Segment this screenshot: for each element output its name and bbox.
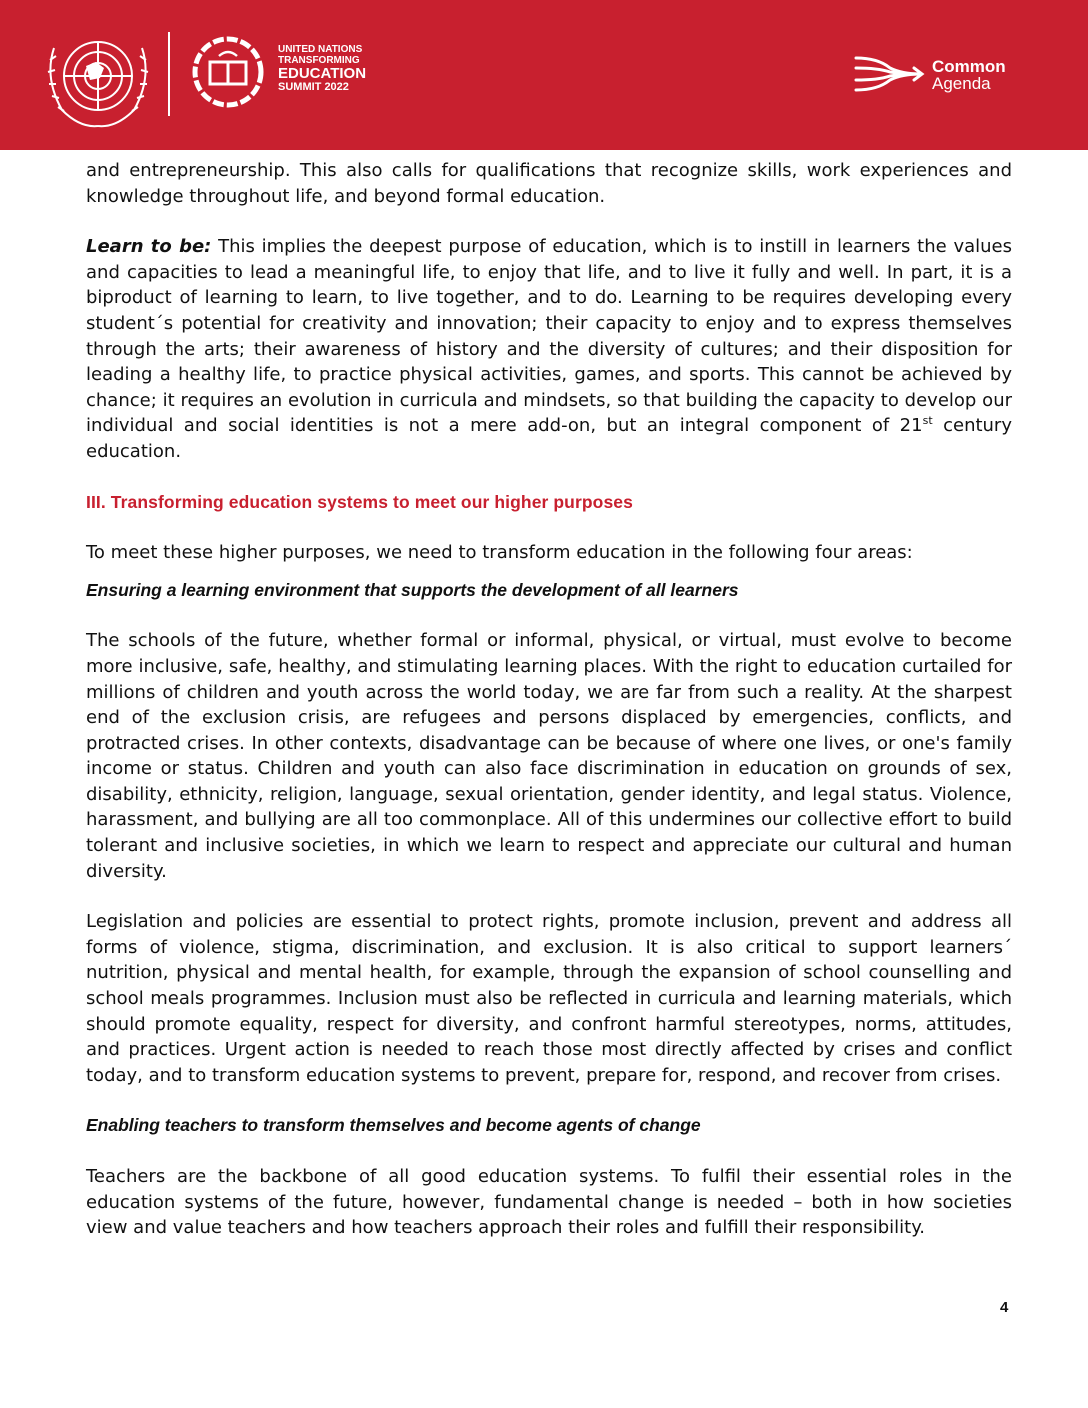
paragraph-lead: Learn to be: — [86, 236, 212, 258]
summit-logo-icon — [188, 32, 268, 112]
paragraph-1: and entrepreneurship. This also calls for qualifications that recognize skills, work experiences and knowledge throughout life, and beyond formal education. — [86, 160, 1012, 207]
document-body — [86, 158, 1012, 1241]
paragraph-5: Legislation and policies are essential to protect rights, promote inclusion, prevent and address all forms of violence, stigma, discrimination, and exclusion. It is also critical to support learners´ nutrition, physical and mental health, for example, through the expansion of school counselling and school meals programmes. Inclusion must also be reflected in curricula and learning materials, which should promote equality, respect for diversity, and confront harmful stereotypes, norms, attitudes, and practices. Urgent action is needed to reach those most directly affected by crises and conflict today, and to transform education systems to prevent, prepare for, respond, and recover from crises. — [86, 911, 1012, 1086]
paragraph-6: Teachers are the backbone of all good education systems. To fulfil their essential roles in the education systems of the future, however, fundamental change is needed – both in how societies view and value teachers and how teachers approach their roles and fulfill their responsibility. — [86, 1166, 1012, 1239]
page-header — [0, 0, 1088, 150]
page-number: 4 — [1000, 1299, 1009, 1316]
logo-line-2: TRANSFORMING — [278, 55, 360, 66]
paragraph-3: To meet these higher purposes, we need to transform education in the following four areas: — [86, 542, 913, 564]
common-agenda-wordmark — [932, 58, 1006, 92]
common-agenda-line-2: Agenda — [932, 74, 991, 93]
paragraph-2-end: century education. — [86, 415, 1012, 462]
paragraph-2-text: This implies the deepest purpose of education, which is to instill in learners the values and capacities to lead a meaningful life, to enjoy that life, and to live it fully and well. In part, it is a biproduct of learning to learn, to live together, and to do. Learning to be requires developing every student´s potential for creativity and innovation; their capacity to enjoy and to express themselves through the arts; their awareness of history and the diversity of cultures; and their disposition for leading a healthy life, to practice physical activities, games, and sports. This cannot be achieved by chance; it requires an evolution in curricula and mindsets, so that building the capacity to develop our individual and social identities is not a mere add-on, but an integral component of 21 — [86, 236, 1013, 437]
common-agenda-line-1: Common — [932, 57, 1006, 76]
logo-line-1: UNITED NATIONS — [278, 44, 363, 55]
subheading-teachers: Enabling teachers to transform themselves and become agents of change — [86, 1115, 701, 1136]
section-heading: III. Transforming education systems to meet our higher purposes — [86, 491, 633, 512]
superscript: st — [922, 414, 933, 428]
header-divider — [168, 32, 170, 116]
logo-line-4: SUMMIT 2022 — [278, 81, 349, 93]
paragraph-4: The schools of the future, whether formal or informal, physical, or virtual, must evolve to become more inclusive, safe, healthy, and stimulating learning places. With the right to education curtailed for millions of children and youth across the world today, we are far from such a reality. At the sharpest end of the exclusion crisis, are refugees and persons displaced by emergencies, conflicts, and protracted crises. In other contexts, disadvantage can be because of where one lives, or one's family income or status. Children and youth can also face discrimination in education on grounds of sex, disability, ethnicity, religion, language, sexual orientation, gender identity, and legal status. Violence, harassment, and bullying are all too commonplace. All of this undermines our collective effort to build tolerant and inclusive societies, in which we learn to respect and appreciate our cultural and human diversity. — [86, 630, 1012, 882]
subheading-learning-environment: Ensuring a learning environment that supports the development of all learners — [86, 579, 739, 600]
summit-wordmark — [278, 44, 398, 93]
common-agenda-logo-icon — [854, 52, 926, 96]
paragraph-learn-to-be — [86, 234, 1012, 464]
un-emblem-icon — [40, 26, 156, 132]
logo-line-3: EDUCATION — [278, 65, 367, 82]
